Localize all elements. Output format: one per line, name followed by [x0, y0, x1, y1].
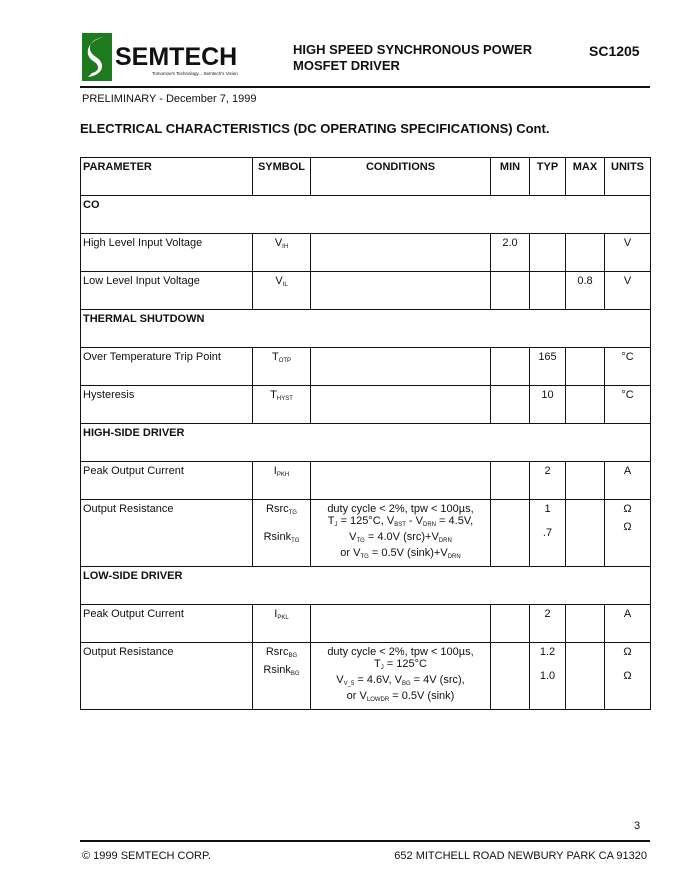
typ-cell: 10 — [530, 386, 566, 424]
table-row — [81, 272, 651, 310]
table-row — [81, 643, 651, 710]
symbol-cell: $T_{OTP}$ — [253, 348, 311, 386]
symbol-cell: $I_{PKL}$ — [253, 605, 311, 643]
symbol-cell: $V_{IL}$ — [253, 272, 311, 310]
max-cell — [566, 386, 605, 424]
semtech-logo — [82, 33, 275, 81]
header-parameter: PARAMETER — [81, 158, 253, 196]
section-title: ELECTRICAL CHARACTERISTICS (DC OPERATING SPECIFICATIONS) Cont. — [80, 121, 550, 136]
table-row — [81, 500, 651, 567]
min-cell — [491, 272, 530, 310]
max-cell — [566, 605, 605, 643]
header-rule — [80, 86, 650, 88]
section-row-co — [81, 196, 651, 234]
typ-cell — [530, 234, 566, 272]
header-max: MAX — [566, 158, 605, 196]
footer-rule — [80, 840, 650, 842]
symbol-cell: $I_{PKH}$ — [253, 462, 311, 500]
section-label: LOW-SIDE DRIVER — [81, 567, 651, 605]
copyright: © 1999 SEMTECH CORP. — [82, 850, 211, 862]
section-row-low-side — [81, 567, 651, 605]
company-address: 652 MITCHELL ROAD NEWBURY PARK CA 91320 — [394, 850, 647, 862]
section-label: CO — [81, 196, 651, 234]
title-line-1: HIGH SPEED SYNCHRONOUS POWER — [293, 42, 533, 57]
conditions-cell — [311, 234, 491, 272]
conditions-cell — [311, 386, 491, 424]
parameter-cell: Peak Output Current — [81, 605, 253, 643]
min-cell — [491, 605, 530, 643]
units-cell: V — [605, 272, 651, 310]
min-cell: 2.0 — [491, 234, 530, 272]
parameter-cell: Low Level Input Voltage — [81, 272, 253, 310]
units-cell: A — [605, 605, 651, 643]
electrical-characteristics-table — [80, 157, 651, 710]
parameter-cell: Peak Output Current — [81, 462, 253, 500]
table-header-row — [81, 158, 651, 196]
table-row — [81, 462, 651, 500]
conditions-cell — [311, 605, 491, 643]
typ-cell: 1 .7 — [530, 500, 566, 567]
parameter-cell: Output Resistance — [81, 500, 253, 567]
header-units: UNITS — [605, 158, 651, 196]
header-symbol: SYMBOL — [253, 158, 311, 196]
section-row-high-side — [81, 424, 651, 462]
parameter-cell: Output Resistance — [81, 643, 253, 710]
parameter-cell: High Level Input Voltage — [81, 234, 253, 272]
units-cell: °C — [605, 386, 651, 424]
title-line-2: MOSFET DRIVER — [293, 58, 400, 73]
typ-cell: 165 — [530, 348, 566, 386]
table-row — [81, 348, 651, 386]
section-label: THERMAL SHUTDOWN — [81, 310, 651, 348]
min-cell — [491, 643, 530, 710]
units-cell: V — [605, 234, 651, 272]
symbol-cell: $T_{HYST}$ — [253, 386, 311, 424]
typ-cell: 2 — [530, 605, 566, 643]
max-cell — [566, 643, 605, 710]
symbol-cell: Rsrc$_{TG}$ Rsink$_{TG}$ — [253, 500, 311, 567]
part-number: SC1205 — [589, 43, 640, 59]
parameter-cell: Over Temperature Trip Point — [81, 348, 253, 386]
max-cell — [566, 462, 605, 500]
conditions-cell — [311, 348, 491, 386]
logo-tagline: Tomorrow's Technology... Semtech's Vision — [152, 71, 238, 76]
min-cell — [491, 386, 530, 424]
section-label: HIGH-SIDE DRIVER — [81, 424, 651, 462]
table-row — [81, 386, 651, 424]
conditions-cell — [311, 462, 491, 500]
parameter-cell: Hysteresis — [81, 386, 253, 424]
header-conditions: CONDITIONS — [311, 158, 491, 196]
symbol-cell: $V_{IH}$ — [253, 234, 311, 272]
table-row — [81, 234, 651, 272]
units-cell: °C — [605, 348, 651, 386]
conditions-cell — [311, 272, 491, 310]
preliminary-date: PRELIMINARY - December 7, 1999 — [82, 93, 257, 105]
conditions-cell: duty cycle < 2%, tpw < 100µs, $T_J = 125^\circ C$, $V_{BST} - V_{DRN} = 4.5V$, $V_{TG} = 4.0V$ $(src)+V_{DRN}$ or $V_{TG} = 0.5V$ $(\sin k)+V_{DRN}$ — [311, 500, 491, 567]
typ-cell: 2 — [530, 462, 566, 500]
typ-cell: 1.2 1.0 — [530, 643, 566, 710]
page-number: 3 — [634, 820, 641, 832]
max-cell: 0.8 — [566, 272, 605, 310]
section-row-thermal — [81, 310, 651, 348]
max-cell — [566, 234, 605, 272]
max-cell — [566, 500, 605, 567]
semtech-logo-graphic — [82, 33, 275, 81]
logo-wordmark: SEMTECH — [115, 43, 238, 71]
max-cell — [566, 348, 605, 386]
units-cell: Ω Ω — [605, 500, 651, 567]
conditions-cell: duty cycle < 2%, tpw < 100µs, $T_J = 125^\circ C$ $V_{V\_5} = 4.6V$, $V_{BG} = 4V$ (src), or $V_{LOWDR} = 0.5V$ (sink) — [311, 643, 491, 710]
min-cell — [491, 462, 530, 500]
typ-cell — [530, 272, 566, 310]
table-row — [81, 605, 651, 643]
min-cell — [491, 348, 530, 386]
header-min: MIN — [491, 158, 530, 196]
min-cell — [491, 500, 530, 567]
units-cell: A — [605, 462, 651, 500]
document-title — [293, 42, 532, 74]
header-typ: TYP — [530, 158, 566, 196]
symbol-cell: Rsrc$_{BG}$ Rsink$_{BG}$ — [253, 643, 311, 710]
units-cell: Ω Ω — [605, 643, 651, 710]
